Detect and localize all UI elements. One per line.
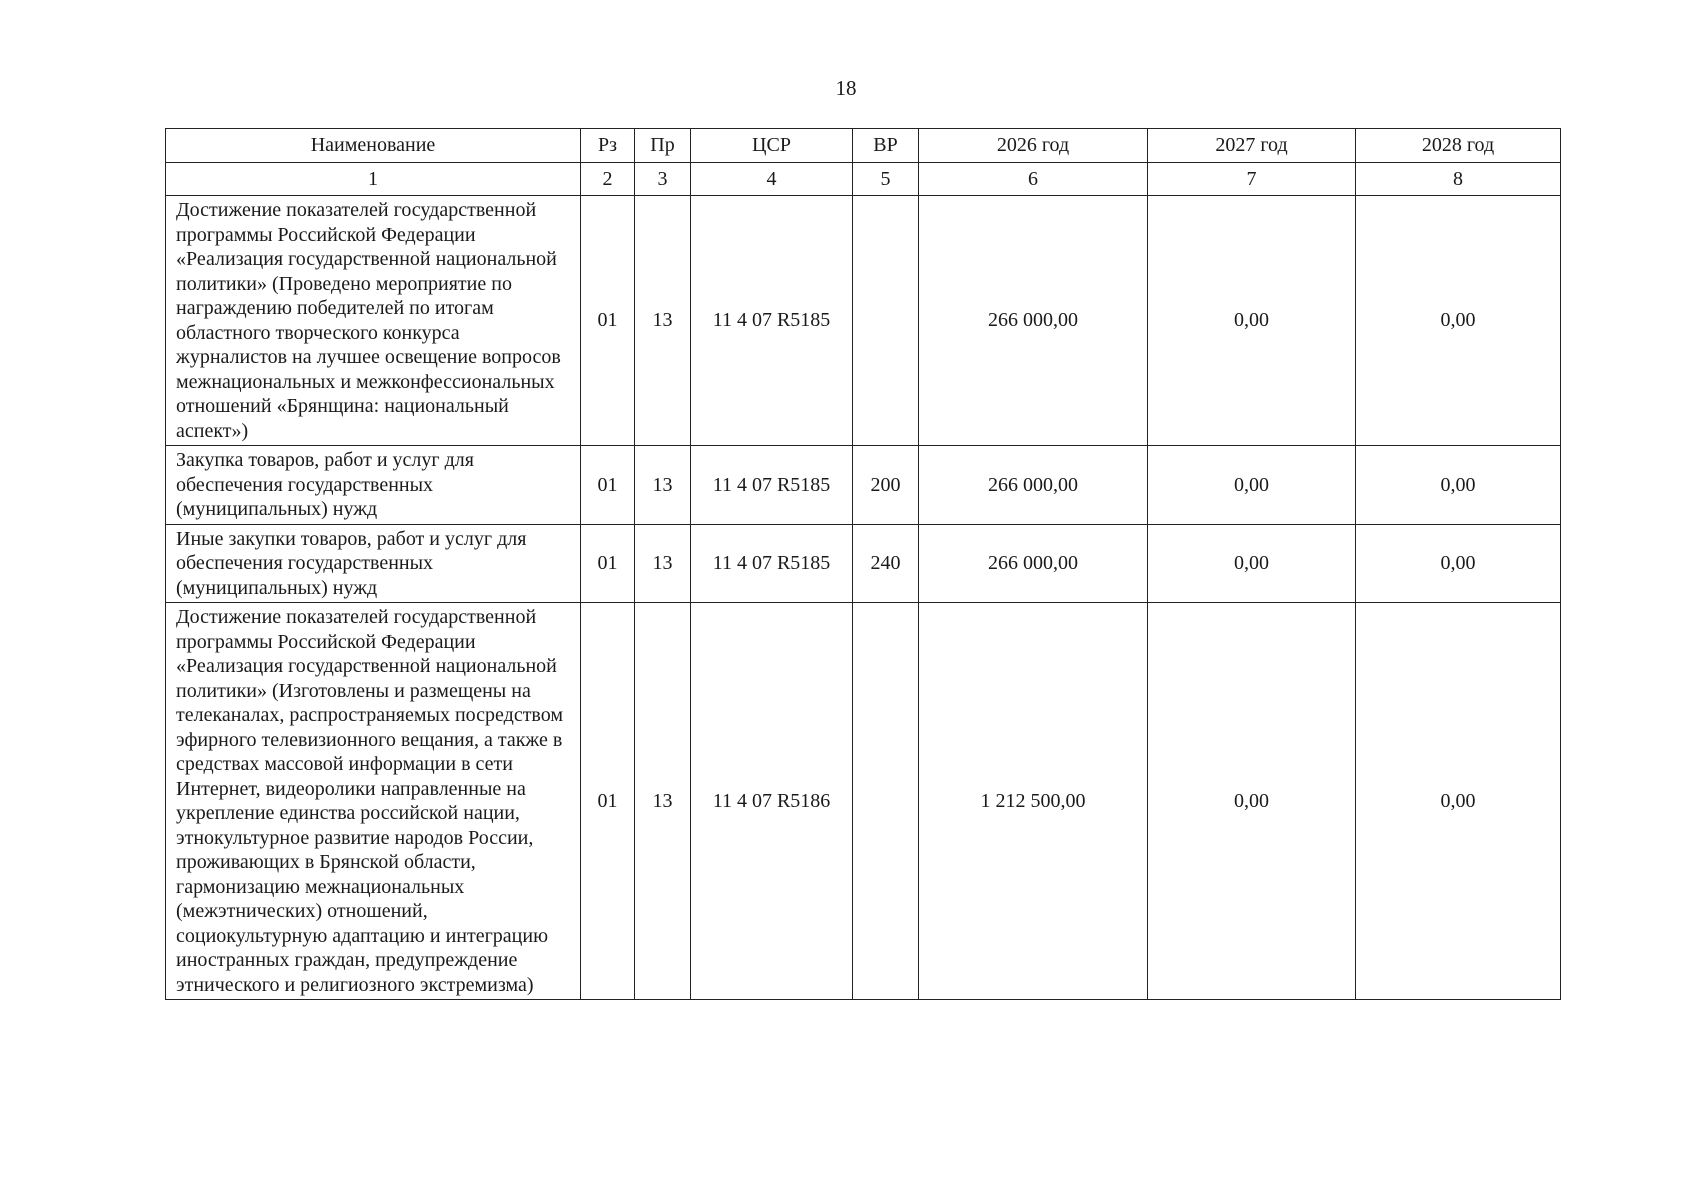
row-2028: 0,00 <box>1356 524 1561 603</box>
row-csr: 11 4 07 R5186 <box>691 603 853 1000</box>
row-vr: 200 <box>853 446 919 525</box>
column-number: 8 <box>1356 163 1561 196</box>
row-2026: 266 000,00 <box>919 446 1148 525</box>
header-pr: Пр <box>635 129 691 163</box>
row-name: Достижение показателей государственной программы Российской Федерации «Реализация государственной национальной политики» (Изготовлены и размещены на телеканалах, распространяемых посредством эфирного телевизионного вещания, а также в средствах массовой информации в сети Интернет, видеоролики направленные на укрепление единства российской нации, этнокультурное развитие народов России, проживающих в Брянской области, гармонизацию межнациональных (межэтнических) отношений, социокультурную адаптацию и интеграцию иностранных граждан, предупреждение этнического и религиозного экстремизма) <box>166 603 581 1000</box>
header-rz: Рз <box>581 129 635 163</box>
row-2027: 0,00 <box>1148 446 1356 525</box>
row-pr: 13 <box>635 196 691 446</box>
header-vr: ВР <box>853 129 919 163</box>
header-2028: 2028 год <box>1356 129 1561 163</box>
row-name: Иные закупки товаров, работ и услуг для обеспечения государственных (муниципальных) нужд <box>166 524 581 603</box>
column-number: 5 <box>853 163 919 196</box>
table-header-row <box>166 129 1561 163</box>
column-number-row <box>166 163 1561 196</box>
column-number: 6 <box>919 163 1148 196</box>
row-csr: 11 4 07 R5185 <box>691 446 853 525</box>
row-name: Достижение показателей государственной программы Российской Федерации «Реализация государственной национальной политики» (Проведено мероприятие по награждению победителей по итогам областного творческого конкурса журналистов на лучшее освещение вопросов межнациональных и межконфессиональных отношений «Брянщина: национальный аспект») <box>166 196 581 446</box>
row-2027: 0,00 <box>1148 524 1356 603</box>
header-name: Наименование <box>166 129 581 163</box>
row-rz: 01 <box>581 603 635 1000</box>
row-rz: 01 <box>581 446 635 525</box>
column-number: 7 <box>1148 163 1356 196</box>
row-rz: 01 <box>581 196 635 446</box>
row-2028: 0,00 <box>1356 446 1561 525</box>
row-pr: 13 <box>635 446 691 525</box>
table-row <box>166 603 1561 1000</box>
table-row <box>166 196 1561 446</box>
table-row <box>166 446 1561 525</box>
column-number: 3 <box>635 163 691 196</box>
row-2026: 266 000,00 <box>919 524 1148 603</box>
row-pr: 13 <box>635 603 691 1000</box>
table-row <box>166 524 1561 603</box>
header-2027: 2027 год <box>1148 129 1356 163</box>
row-2028: 0,00 <box>1356 603 1561 1000</box>
row-pr: 13 <box>635 524 691 603</box>
row-2027: 0,00 <box>1148 603 1356 1000</box>
header-2026: 2026 год <box>919 129 1148 163</box>
budget-table <box>165 128 1561 1000</box>
row-vr <box>853 196 919 446</box>
row-vr: 240 <box>853 524 919 603</box>
row-csr: 11 4 07 R5185 <box>691 524 853 603</box>
row-2026: 1 212 500,00 <box>919 603 1148 1000</box>
page-number: 18 <box>835 76 857 100</box>
row-2027: 0,00 <box>1148 196 1356 446</box>
row-rz: 01 <box>581 524 635 603</box>
column-number: 4 <box>691 163 853 196</box>
row-csr: 11 4 07 R5185 <box>691 196 853 446</box>
row-name: Закупка товаров, работ и услуг для обеспечения государственных (муниципальных) нужд <box>166 446 581 525</box>
row-2026: 266 000,00 <box>919 196 1148 446</box>
row-vr <box>853 603 919 1000</box>
header-csr: ЦСР <box>691 129 853 163</box>
row-2028: 0,00 <box>1356 196 1561 446</box>
column-number: 1 <box>166 163 581 196</box>
column-number: 2 <box>581 163 635 196</box>
